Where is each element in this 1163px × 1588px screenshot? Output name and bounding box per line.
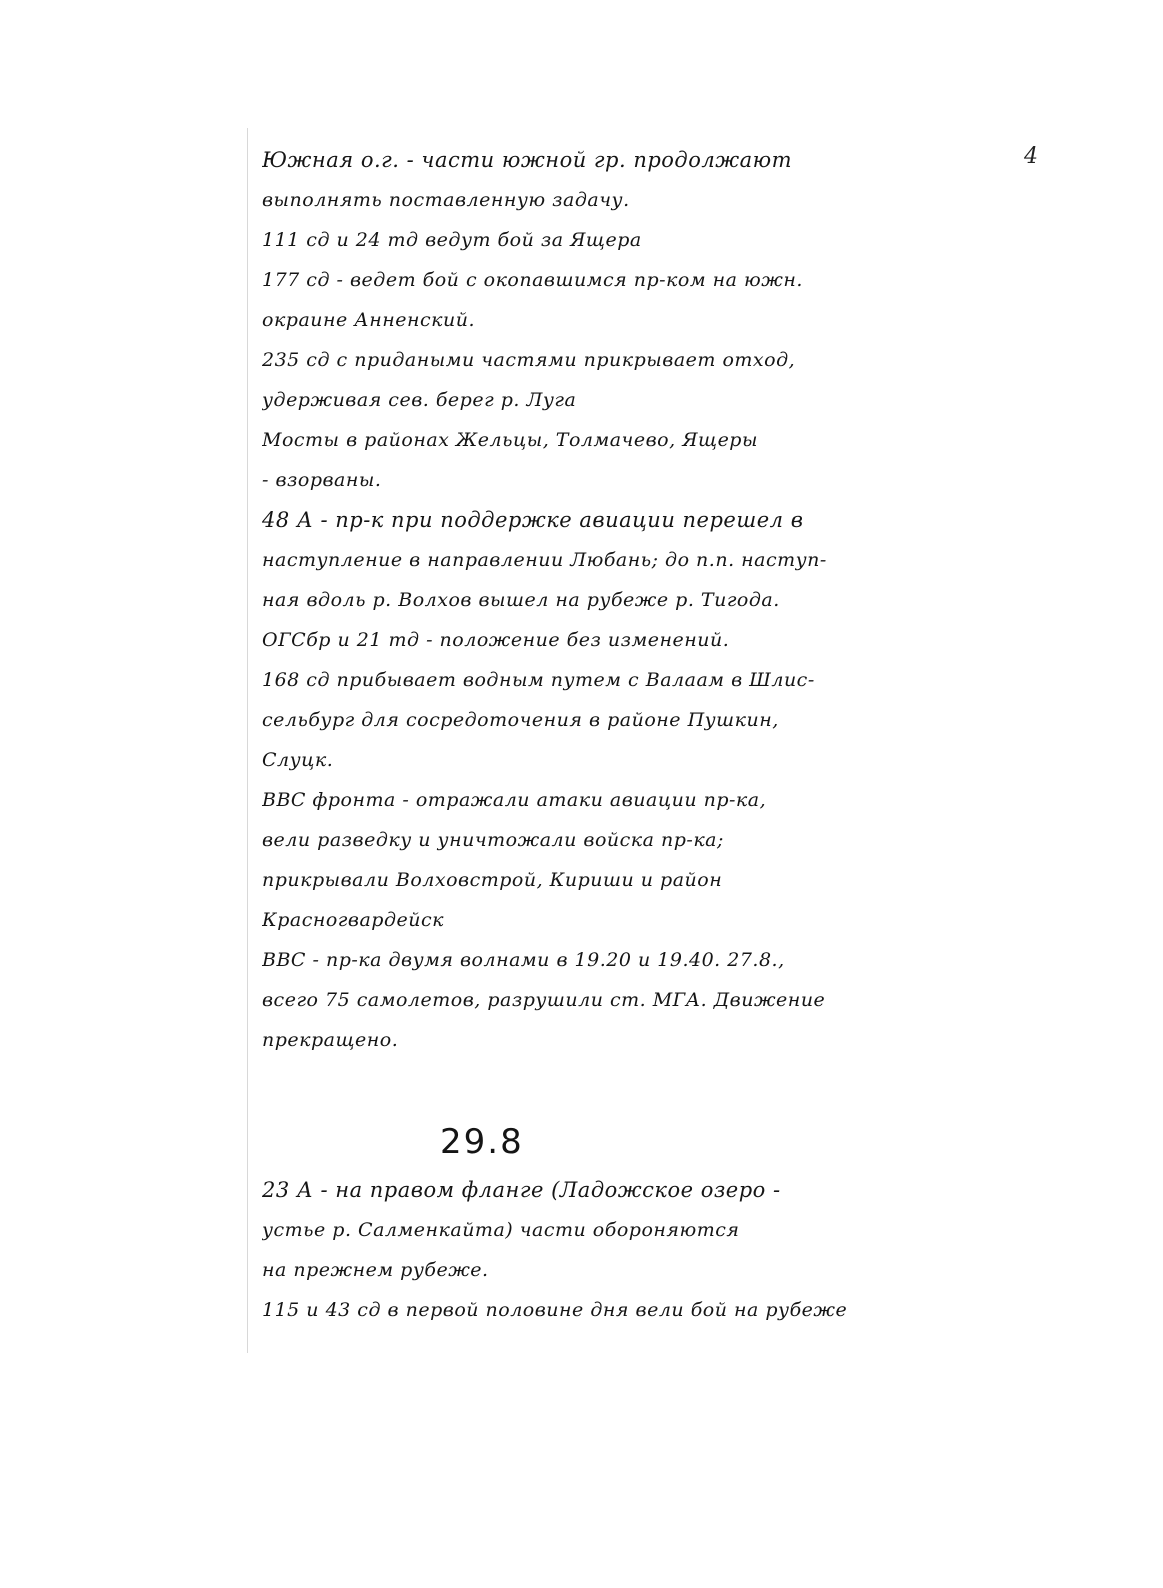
- handwritten-line: ОГСбр и 21 тд - положение без изменений.: [262, 629, 730, 651]
- handwritten-line: прикрывали Волховстрой, Кириши и район: [262, 869, 723, 891]
- handwritten-line: прекращено.: [262, 1029, 399, 1051]
- handwritten-line: Мосты в районах Жельцы, Толмачево, Ящеры: [262, 429, 758, 451]
- handwritten-line: Южная о.г. - части южной гр. продолжают: [262, 148, 793, 172]
- handwritten-line: удерживая сев. берег р. Луга: [262, 389, 577, 411]
- handwritten-line: ВВС - пр-ка двумя волнами в 19.20 и 19.40. 27.8.,: [262, 949, 785, 971]
- handwritten-line: Красногвардейск: [262, 909, 444, 931]
- handwritten-line: 23 А - на правом фланге (Ладожское озеро -: [262, 1178, 781, 1202]
- handwritten-line: на прежнем рубеже.: [262, 1259, 489, 1281]
- handwritten-line: окраине Анненский.: [262, 309, 475, 331]
- date-heading: 29.8: [440, 1122, 524, 1162]
- handwritten-line: выполнять поставленную задачу.: [262, 189, 630, 211]
- page-number: 4: [1024, 144, 1038, 169]
- handwritten-line: 115 и 43 сд в первой половине дня вели бой на рубеже: [262, 1299, 848, 1321]
- handwritten-line: - взорваны.: [262, 469, 382, 491]
- handwritten-line: устье р. Салменкайта) части обороняются: [262, 1219, 740, 1241]
- handwritten-line: 177 сд - ведет бой с окопавшимся пр-ком на южн.: [262, 269, 803, 291]
- handwritten-line: ВВС фронта - отражали атаки авиации пр-ка,: [262, 789, 767, 811]
- handwritten-line: Слуцк.: [262, 749, 334, 771]
- margin-rule: [247, 128, 248, 1353]
- handwritten-line: 111 сд и 24 тд ведут бой за Ящера: [262, 229, 642, 251]
- section-2-text: [262, 1170, 912, 1330]
- handwritten-line: 168 сд прибывает водным путем с Валаам в Шлис-: [262, 669, 815, 691]
- handwritten-line: всего 75 самолетов, разрушили ст. МГА. Движение: [262, 989, 826, 1011]
- section-1-text: [262, 140, 912, 1060]
- handwritten-line: ная вдоль р. Волхов вышел на рубеже р. Тигода.: [262, 589, 780, 611]
- handwritten-line: 235 сд с придаными частями прикрывает отход,: [262, 349, 796, 371]
- handwritten-line: сельбург для сосредоточения в районе Пушкин,: [262, 709, 779, 731]
- handwritten-line: наступление в направлении Любань; до п.п. наступ-: [262, 549, 827, 571]
- handwritten-line: вели разведку и уничтожали войска пр-ка;: [262, 829, 724, 851]
- handwritten-line: 48 А - пр-к при поддержке авиации перешел в: [262, 508, 804, 532]
